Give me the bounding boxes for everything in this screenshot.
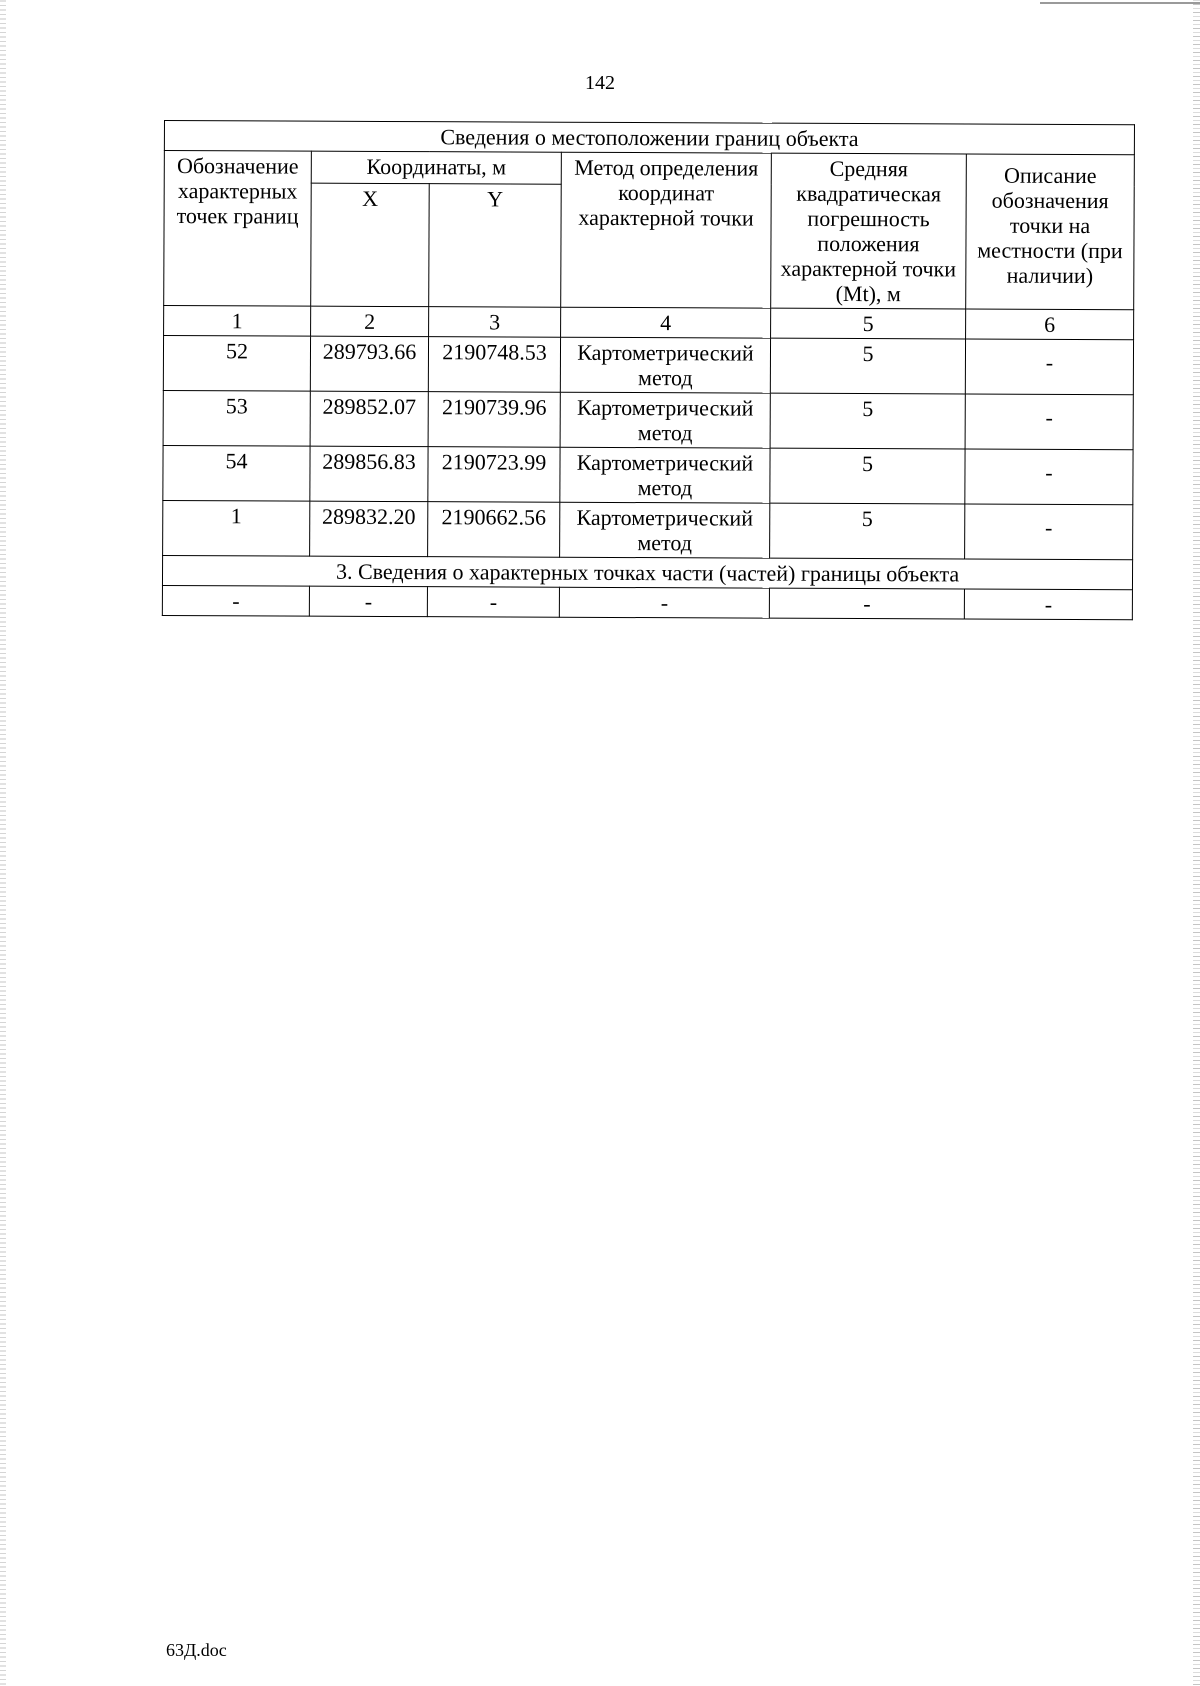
file-name-footer: 63Д.doc	[166, 1640, 227, 1660]
method-cell: Картометрический метод	[560, 392, 770, 448]
description-cell: -	[965, 394, 1133, 450]
y-cell: 2190723.99	[428, 447, 560, 503]
point-cell: 54	[163, 445, 310, 501]
point-cell: 52	[163, 336, 310, 392]
empty-cell: -	[559, 587, 769, 618]
y-cell: 2190662.56	[428, 502, 560, 558]
method-cell: Картометрический метод	[560, 502, 770, 558]
mt-cell: 5	[770, 503, 965, 559]
section-3-row	[162, 555, 1132, 589]
y-cell: 2190748.53	[428, 337, 560, 393]
method-cell: Картометрический метод	[560, 337, 770, 393]
x-cell: 289832.20	[310, 501, 428, 557]
column-number: 4	[561, 307, 771, 338]
point-cell: 1	[163, 500, 310, 556]
empty-cell: -	[964, 589, 1132, 620]
description-cell: -	[965, 339, 1133, 395]
table-row	[163, 336, 1133, 395]
header-coordinates: Координаты, м	[311, 151, 561, 184]
table-row	[163, 390, 1133, 449]
header-designation: Обозначение характерных точек границ	[164, 151, 312, 307]
x-cell: 289856.83	[310, 446, 428, 502]
column-number: 5	[771, 308, 966, 339]
y-cell: 2190739.96	[428, 392, 560, 448]
page-number: 142	[585, 72, 615, 94]
empty-cell: -	[162, 585, 309, 616]
header-x: X	[311, 183, 430, 307]
empty-cell: -	[309, 586, 427, 617]
boundary-table	[162, 120, 1135, 620]
header-y: Y	[429, 183, 562, 307]
column-number: 1	[164, 306, 311, 337]
table-row	[163, 445, 1133, 504]
description-cell: -	[965, 449, 1133, 505]
column-number: 3	[429, 307, 561, 338]
table-row	[162, 585, 1132, 619]
table-title-row	[164, 121, 1134, 155]
mt-cell: 5	[770, 448, 965, 504]
scan-edge-left	[0, 0, 6, 1686]
empty-cell: -	[427, 587, 559, 618]
column-number: 6	[966, 309, 1134, 340]
description-cell: -	[965, 504, 1133, 560]
method-cell: Картометрический метод	[560, 447, 770, 503]
column-number: 2	[311, 306, 429, 337]
header-description: Описание обозначения точки на местности (при наличии)	[966, 154, 1135, 310]
column-number-row	[164, 306, 1134, 340]
scan-edge-right	[1193, 0, 1200, 1686]
header-method: Метод определения координат характерной точки	[561, 152, 772, 308]
header-error: Средняя квадратическая погрешность положения характерной точки (Mt), м	[771, 153, 967, 309]
table-row	[163, 500, 1133, 559]
scan-edge-top	[1040, 2, 1200, 4]
x-cell: 289793.66	[310, 336, 428, 392]
empty-cell: -	[769, 588, 964, 619]
header-row	[164, 151, 1134, 187]
mt-cell: 5	[770, 393, 965, 449]
x-cell: 289852.07	[310, 391, 428, 447]
point-cell: 53	[163, 390, 310, 446]
section-3-title: 3. Сведения о характерных точках части (частей) границы объекта	[162, 555, 1132, 589]
mt-cell: 5	[770, 338, 965, 394]
table-title: Сведения о местоположении границ объекта	[164, 121, 1134, 155]
